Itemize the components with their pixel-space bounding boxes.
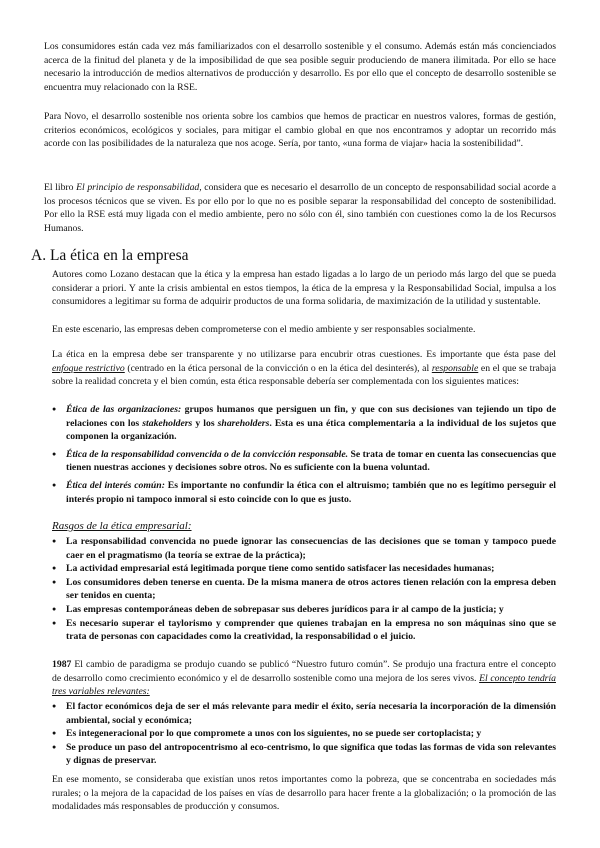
list-item [52, 403, 556, 444]
bullet-text: . Esta es una ética complementaria a la individual de los sujetos que componen la organización. [66, 417, 557, 443]
p3-rest: considera que es necesario el desarrollo de un concepto de responsabilidad social acorde a los procesos técnicos que se viven. Es por ello por lo que no es posible separar la responsabilidad del concepto de sostenibilidad. Por ello la RSE está muy ligada con el medio ambiente, pero no sólo con él, sino también con cuestiones como la de los Recursos Humanos. [44, 182, 556, 234]
intro-paragraph-1: Los consumidores están cada vez más familiarizados con el desarrollo sostenible y el consumo. Además están más concienciados acerca de la finitud del planeta y de la imposibilidad de que sea posible seguir produciendo de manera ilimitada. Por ello se hace necesario la introducción de medios alternativos de producción y desarrollo. Es por ello que el concepto de desarrollo sostenible se encuentra muy relacionado con la RSE. [44, 41, 556, 93]
section-a-paragraph-3 [52, 348, 556, 389]
bullet-text: Es importante no confundir la ética con el altruismo; también que no es legítimo perseguir el interés propio ni tampoco inmoral si esto coincide con lo que es justo. [66, 479, 556, 505]
p3-b: (centrado en la ética personal de la convicción o en la ética del desinterés), al [124, 362, 432, 374]
list-item: ● Es necesario superar el taylorismo y comprender que quienes trabajan en la empresa no son máquinas sino que se trata de personas con capacidades como la creatividad, la responsabilidad o el juicio. [52, 617, 556, 644]
list-item: ● Se produce un paso del antropocentrismo al eco-centrismo, lo que significa que todas las formas de vida son relevantes y dignas de preservar. [52, 741, 556, 768]
closing-paragraph: En ese momento, se consideraba que existían unos retos importantes como la pobreza, que se concentraba en sociedades más rurales; o la mejora de la capacidad de los países en vías de desarrollo para hacer frente a la globalización; o la promoción de las modalidades más responsables de producción y consumos. [52, 774, 556, 813]
intro-paragraph-3 [44, 181, 556, 235]
shareholders-term: shareholders [217, 417, 270, 429]
list-item [52, 479, 556, 506]
p3-c: en el que se trabaja sobre la realidad concreta y el bien común, esta ética responsable debería ser complementada con los siguientes matices: [52, 362, 556, 388]
rasgos-list [52, 535, 556, 644]
variables-list [52, 700, 556, 768]
bullet-text: Se trata de tomar en cuenta las consecuencias que tienen nuestras acciones y decisiones sobre otros. No es suficiente con la buena voluntad. [66, 448, 556, 474]
section-a-paragraph-1: Autores como Lozano destacan que la ética y la empresa han estado ligadas a lo largo de un periodo más largo del que se pueda considerar a priori. Y ante la crisis ambiental en estos tiempos, la ética de la empresa y la Responsabilidad Social, impulsa a los consumidores a legitimar su forma de adquirir productos de una forma solidaria, de maximización de la utilidad y sustentable. [52, 269, 556, 308]
book-title: El principio de responsabilidad, [76, 182, 202, 193]
section-a-paragraph-2: En este escenario, las empresas deben comprometerse con el medio ambiente y ser responsables socialmente. [52, 324, 476, 335]
list-item: ● Las empresas contemporáneas deben de sobrepasar sus deberes jurídicos para ir al campo de la justicia; y [52, 603, 556, 617]
bullet-label: Ética de las organizaciones: [66, 404, 182, 415]
bullet-text: grupos humanos que persiguen un fin, y que con sus decisiones van tejiendo un tipo de relaciones con los [66, 404, 556, 429]
enfoque-restrictivo: enfoque restrictivo [52, 362, 125, 374]
paragraph-1987 [52, 658, 556, 699]
tres-variables: El concepto tendría tres variables relevantes: [52, 672, 556, 698]
p3-a: La ética en la empresa debe ser transparente y no utilizarse para encubrir otras cuestiones. Es importante que ésta pase del [52, 349, 556, 360]
list-item [52, 448, 556, 475]
section-heading: A. La ética en la empresa [31, 247, 189, 264]
list-item: ● Los consumidores deben tenerse en cuenta. De la misma manera de otros actores tienen relación con la empresa deben ser tenidos en cuenta; [52, 576, 556, 603]
list-item: ● El factor económicos deja de ser el más relevante para medir el éxito, sería necesaria la incorporación de la dimensión ambiental, social y económica; [52, 700, 556, 727]
year-1987: 1987 [52, 659, 72, 670]
stakeholders-term: stakeholders [142, 417, 193, 429]
p3-start: El libro [44, 182, 77, 193]
ethics-nuances-list [52, 403, 556, 506]
list-item: ● La actividad empresarial está legitimada porque tiene como sentido satisfacer las necesidades humanas; [52, 562, 556, 576]
bullet-label: Ética del interés común: [66, 479, 165, 491]
intro-paragraph-2: Para Novo, el desarrollo sostenible nos orienta sobre los cambios que hemos de practicar en nuestros valores, formas de gestión, criterios económicos, ecológicos y sociales, para mitigar el cambio global en que nos encontramos y adoptar un recorrido más acorde con las posibilidades de la naturaleza que nos acoge. Sería, por tanto, «una forma de viajar» hacia la sostenibilidad”. [44, 111, 556, 150]
bullet-label: Ética de la responsabilidad convencida o de la convicción responsable. [66, 448, 349, 460]
responsable-term: responsable [431, 362, 479, 374]
rasgos-title: Rasgos de la ética empresarial: [52, 520, 192, 532]
bullet-text: y los [192, 417, 218, 429]
list-item: ● La responsabilidad convencida no puede ignorar las consecuencias de las decisiones que se toman y tampoco puede caer en el pragmatismo (la teoría se extrae de la práctica); [52, 535, 556, 562]
list-item: ● Es integeneracional por lo que compromete a unos con los siguientes, no se puede ser cortoplacista; y [52, 727, 556, 741]
text-1987: El cambio de paradigma se produjo cuando se publicó “Nuestro futuro común”. Se produjo una fractura entre el concepto de desarrollo como crecimiento económico y el de desarrollo sostenible como una mejora de los seres vivos. [52, 659, 556, 684]
